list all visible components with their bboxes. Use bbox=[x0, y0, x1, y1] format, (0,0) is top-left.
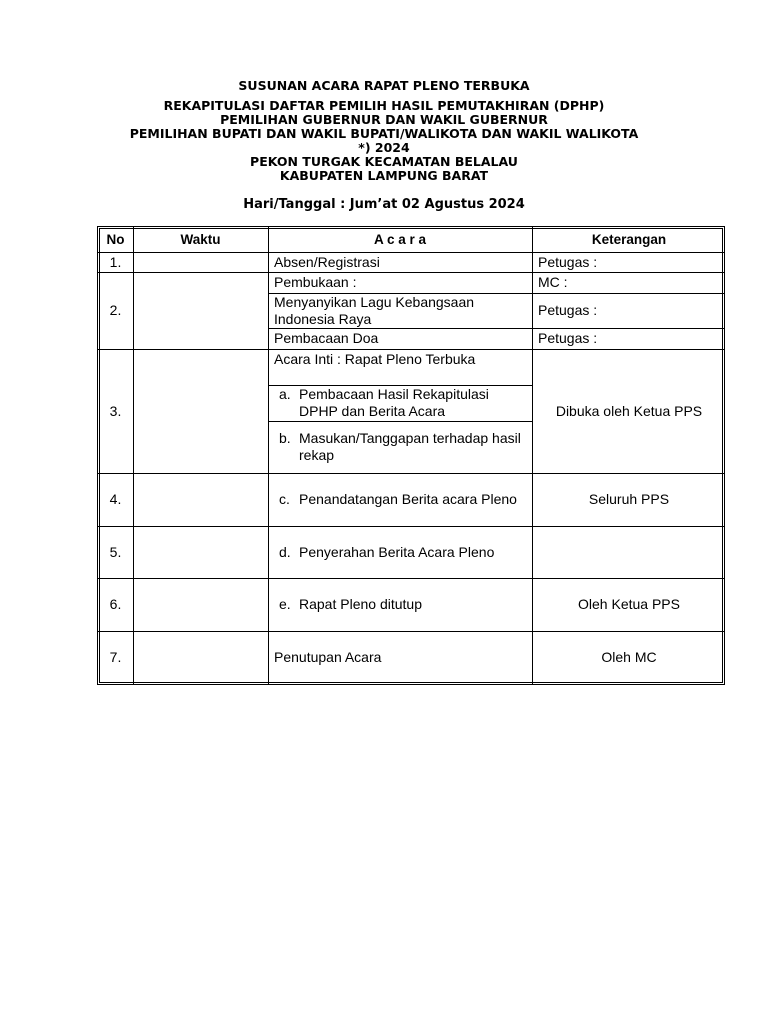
subtitle-line-6: KABUPATEN LAMPUNG BARAT bbox=[279, 168, 489, 183]
row-3-item-a bbox=[279, 386, 529, 420]
row-3-acara-text: Acara Inti : Rapat Pleno Terbuka bbox=[274, 351, 476, 367]
row-1-acara: Absen/Registrasi bbox=[274, 253, 380, 270]
subtitle-line-5: PEKON TURGAK KECAMATAN BELALAU bbox=[250, 154, 518, 169]
item-e-text: Rapat Pleno ditutup bbox=[299, 596, 422, 612]
item-a-text: Pembacaan Hasil Rekapitulasi DPHP dan Berita Acara bbox=[299, 386, 489, 419]
title-line: SUSUNAN ACARA RAPAT PLENO TERBUKA bbox=[238, 78, 530, 93]
row-5-keterangan bbox=[532, 526, 726, 578]
header-keterangan: Keterangan bbox=[591, 232, 667, 247]
subtitle-line-1: REKAPITULASI DAFTAR PEMILIH HASIL PEMUTAKHIRAN (DPHP) bbox=[163, 98, 605, 113]
row-3-no: 3. bbox=[109, 402, 122, 419]
header-no: No bbox=[106, 232, 125, 247]
row-7-acara: Penutupan Acara bbox=[274, 649, 382, 665]
row-1-keterangan: Petugas : bbox=[538, 253, 598, 270]
row-5-acara bbox=[279, 544, 531, 561]
subtitle-line-2: PEMILIHAN GUBERNUR DAN WAKIL GUBERNUR bbox=[220, 112, 548, 127]
row-6-acara bbox=[279, 596, 531, 613]
row-divider bbox=[268, 421, 532, 422]
row-2-acara-3: Pembacaan Doa bbox=[274, 330, 379, 346]
item-b-text: Masukan/Tanggapan terhadap hasil rekap bbox=[299, 430, 521, 463]
item-c-text: Penandatangan Berita acara Pleno bbox=[299, 491, 517, 507]
row-1-no: 1. bbox=[109, 253, 122, 270]
row-5-no: 5. bbox=[109, 543, 122, 560]
item-d-letter: d. bbox=[279, 544, 291, 560]
row-4-keterangan: Seluruh PPS bbox=[588, 491, 670, 507]
row-6-keterangan: Oleh Ketua PPS bbox=[578, 596, 680, 612]
item-c-letter: c. bbox=[279, 491, 290, 507]
row-2-acara-2: Menyanyikan Lagu Kebangsaan Indonesia Raya bbox=[274, 293, 475, 327]
item-b-letter: b. bbox=[279, 430, 291, 446]
row-4-no: 4. bbox=[109, 491, 122, 507]
subtitle-line-3: PEMILIHAN BUPATI DAN WAKIL BUPATI/WALIKOTA DAN WAKIL WALIKOTA bbox=[129, 126, 639, 141]
row-2-acara-1: Pembukaan : bbox=[274, 274, 357, 290]
item-d-text: Penyerahan Berita Acara Pleno bbox=[299, 544, 495, 560]
row-7-no: 7. bbox=[109, 649, 122, 665]
document-title bbox=[0, 79, 768, 93]
row-3-item-b bbox=[279, 430, 529, 464]
row-2-keterangan-1: MC : bbox=[538, 274, 568, 290]
header-acara: A c a r a bbox=[373, 232, 427, 247]
row-2-keterangan-3: Petugas : bbox=[538, 330, 598, 346]
row-6-no: 6. bbox=[109, 596, 122, 612]
col-divider bbox=[133, 227, 134, 684]
document-subtitle bbox=[0, 99, 768, 183]
item-e-letter: e. bbox=[279, 596, 291, 612]
item-a-letter: a. bbox=[279, 386, 291, 402]
row-4-acara bbox=[279, 491, 531, 508]
subtitle-line-4: *) 2024 bbox=[358, 140, 410, 155]
row-2-no: 2. bbox=[109, 302, 122, 318]
schedule-table bbox=[97, 226, 725, 685]
row-2-keterangan-2: Petugas : bbox=[538, 302, 598, 318]
row-3-acara-heading bbox=[274, 351, 529, 368]
header-waktu: Waktu bbox=[180, 232, 221, 247]
row-7-keterangan: Oleh MC bbox=[601, 649, 657, 665]
row-3-keterangan: Dibuka oleh Ketua PPS bbox=[555, 402, 703, 419]
event-date: Hari/Tanggal : Jum’at 02 Agustus 2024 bbox=[243, 197, 525, 212]
